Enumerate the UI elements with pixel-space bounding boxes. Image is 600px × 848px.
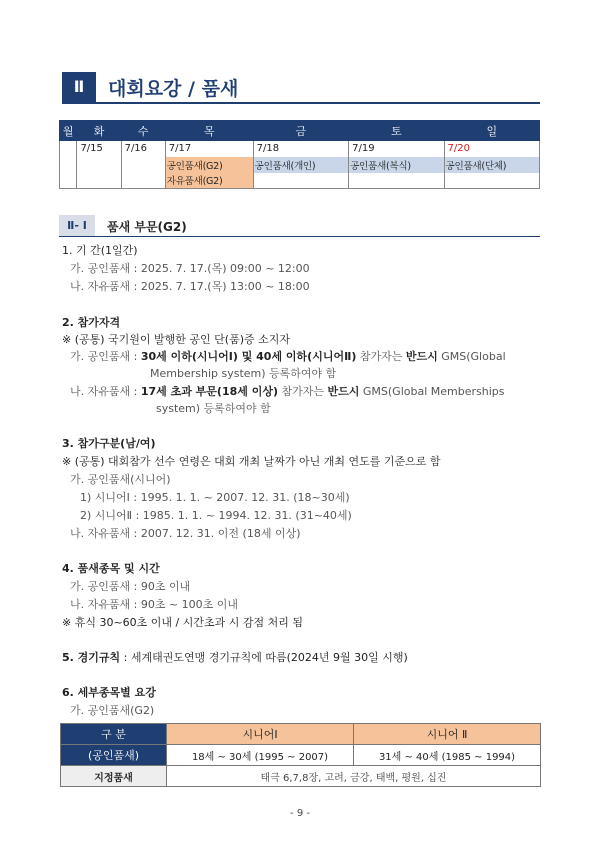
eligibility-a-prefix: 가. 공인품새 :	[70, 350, 141, 363]
eligibility-a-bold2: 반드시	[405, 350, 438, 363]
details-a: 가. 공인품새(G2)	[70, 704, 155, 717]
event-cell	[77, 173, 121, 189]
detail-col2-range: 31세 ~ 40세 (1985 ~ 1994)	[354, 745, 541, 766]
division-title: 3. 참가구분(남/여)	[62, 437, 156, 450]
eligibility-note: ※ (공통) 국기원이 발행한 공인 단(품)증 소지자	[62, 333, 291, 346]
division-b: 나. 자유품새 : 2007. 12. 31. 이전 (18세 이상)	[70, 527, 301, 540]
date-cell	[60, 141, 77, 157]
schedule-date-row	[60, 141, 540, 157]
rules-text: : 세계태권도연맹 경기규칙에 따름(2024년 9월 30일 시행)	[120, 651, 408, 664]
event-cell-freestyle-g2: 자유품새(G2)	[165, 173, 253, 189]
section-title: 대회요강 / 품새	[108, 78, 239, 100]
period-a: 가. 공인품새 : 2025. 7. 17.(목) 09:00 ~ 12:00	[70, 262, 310, 275]
eligibility-b-prefix: 나. 자유품새 :	[70, 385, 141, 398]
detail-label-top: 구 분	[61, 724, 167, 745]
event-cell	[349, 173, 444, 189]
section-header	[62, 72, 540, 104]
detail-label-bottom: (공인품새)	[61, 745, 167, 766]
date-cell: 7/19	[349, 141, 444, 157]
day-header: 토	[349, 121, 444, 141]
detail-range-row	[61, 745, 541, 766]
eligibility-b-tail: GMS(Global Memberships	[359, 385, 505, 398]
eligibility-b-mid: 참가자는	[278, 385, 328, 398]
eligibility-title: 2. 참가자격	[62, 316, 121, 329]
event-cell	[60, 157, 77, 173]
event-cell-team: 공인품새(단체)	[444, 157, 539, 173]
day-header: 금	[253, 121, 348, 141]
day-header: 수	[121, 121, 165, 141]
detail-table	[60, 723, 541, 787]
detail-forms-row	[61, 766, 541, 787]
events-title: 4. 품새종목 및 시간	[62, 562, 160, 575]
events-b: 나. 자유품새 : 90초 ~ 100초 이내	[70, 598, 239, 611]
events-note: ※ 휴식 30~60초 이내 / 시간초과 시 감점 처리 됨	[62, 616, 303, 629]
eligibility-a-tail: GMS(Global	[437, 350, 506, 363]
event-cell	[253, 173, 348, 189]
day-header: 월	[60, 121, 77, 141]
schedule-event-row	[60, 157, 540, 173]
eligibility-a	[70, 350, 506, 364]
eligibility-b-line2: system) 등록하여야 함	[156, 402, 271, 415]
event-cell	[121, 173, 165, 189]
rules-title: 5. 경기규칙	[62, 651, 121, 664]
date-cell: 7/17	[165, 141, 253, 157]
event-cell	[121, 157, 165, 173]
division-a1: 1) 시니어Ⅰ : 1995. 1. 1. ~ 2007. 12. 31. (18~30세)	[80, 491, 350, 504]
date-cell-sunday: 7/20	[444, 141, 539, 157]
event-cell	[77, 157, 121, 173]
detail-col1-range: 18세 ~ 30세 (1995 ~ 2007)	[167, 745, 354, 766]
events-a: 가. 공인품새 : 90초 이내	[70, 580, 191, 593]
period-title: 1. 기 간(1일간)	[62, 244, 138, 257]
schedule-header-row	[60, 121, 540, 141]
subsection-number: Ⅱ- Ⅰ	[59, 215, 95, 236]
date-cell: 7/18	[253, 141, 348, 157]
date-cell: 7/16	[121, 141, 165, 157]
subsection-header	[59, 215, 540, 237]
detail-header-row	[61, 724, 541, 745]
detail-row-value: 태극 6,7,8장, 고려, 금강, 태백, 평원, 십진	[167, 766, 541, 787]
eligibility-a-bold: 30세 이하(시니어Ⅰ) 및 40세 이하(시니어Ⅱ)	[140, 350, 357, 363]
event-cell	[444, 173, 539, 189]
day-header: 목	[165, 121, 253, 141]
detail-row-label: 지정품새	[61, 766, 167, 787]
detail-col1-title: 시니어Ⅰ	[167, 724, 354, 745]
eligibility-a-mid: 참가자는	[356, 350, 406, 363]
event-cell-individual: 공인품새(개인)	[253, 157, 348, 173]
eligibility-b	[70, 385, 504, 399]
division-a: 가. 공인품새(시니어)	[70, 473, 171, 486]
details-title: 6. 세부종목별 요강	[62, 686, 156, 699]
eligibility-b-bold2: 반드시	[327, 385, 360, 398]
event-cell-recognized-g2: 공인품새(G2)	[165, 157, 253, 173]
detail-col2-title: 시니어 Ⅱ	[354, 724, 541, 745]
event-cell-pair: 공인품새(복식)	[349, 157, 444, 173]
subsection-title: 품새 부문(G2)	[107, 220, 187, 234]
day-header: 화	[77, 121, 121, 141]
event-cell	[60, 173, 77, 189]
eligibility-a-line2: Membership system) 등록하여야 함	[150, 367, 337, 380]
date-cell: 7/15	[77, 141, 121, 157]
page-number: - 9 -	[290, 808, 310, 819]
rules-line	[62, 651, 408, 665]
division-note: ※ (공통) 대회참가 선수 연령은 대회 개최 날짜가 아닌 개최 연도를 기준으로 함	[62, 455, 441, 468]
schedule-table	[59, 120, 540, 189]
day-header: 일	[444, 121, 539, 141]
section-number: Ⅱ	[62, 72, 96, 102]
division-a2: 2) 시니어Ⅱ : 1985. 1. 1. ~ 1994. 12. 31. (31~40세)	[80, 509, 352, 522]
schedule-event-row-2	[60, 173, 540, 189]
period-b: 나. 자유품새 : 2025. 7. 17.(목) 13:00 ~ 18:00	[70, 280, 310, 293]
eligibility-b-bold: 17세 초과 부문(18세 이상)	[140, 385, 278, 398]
